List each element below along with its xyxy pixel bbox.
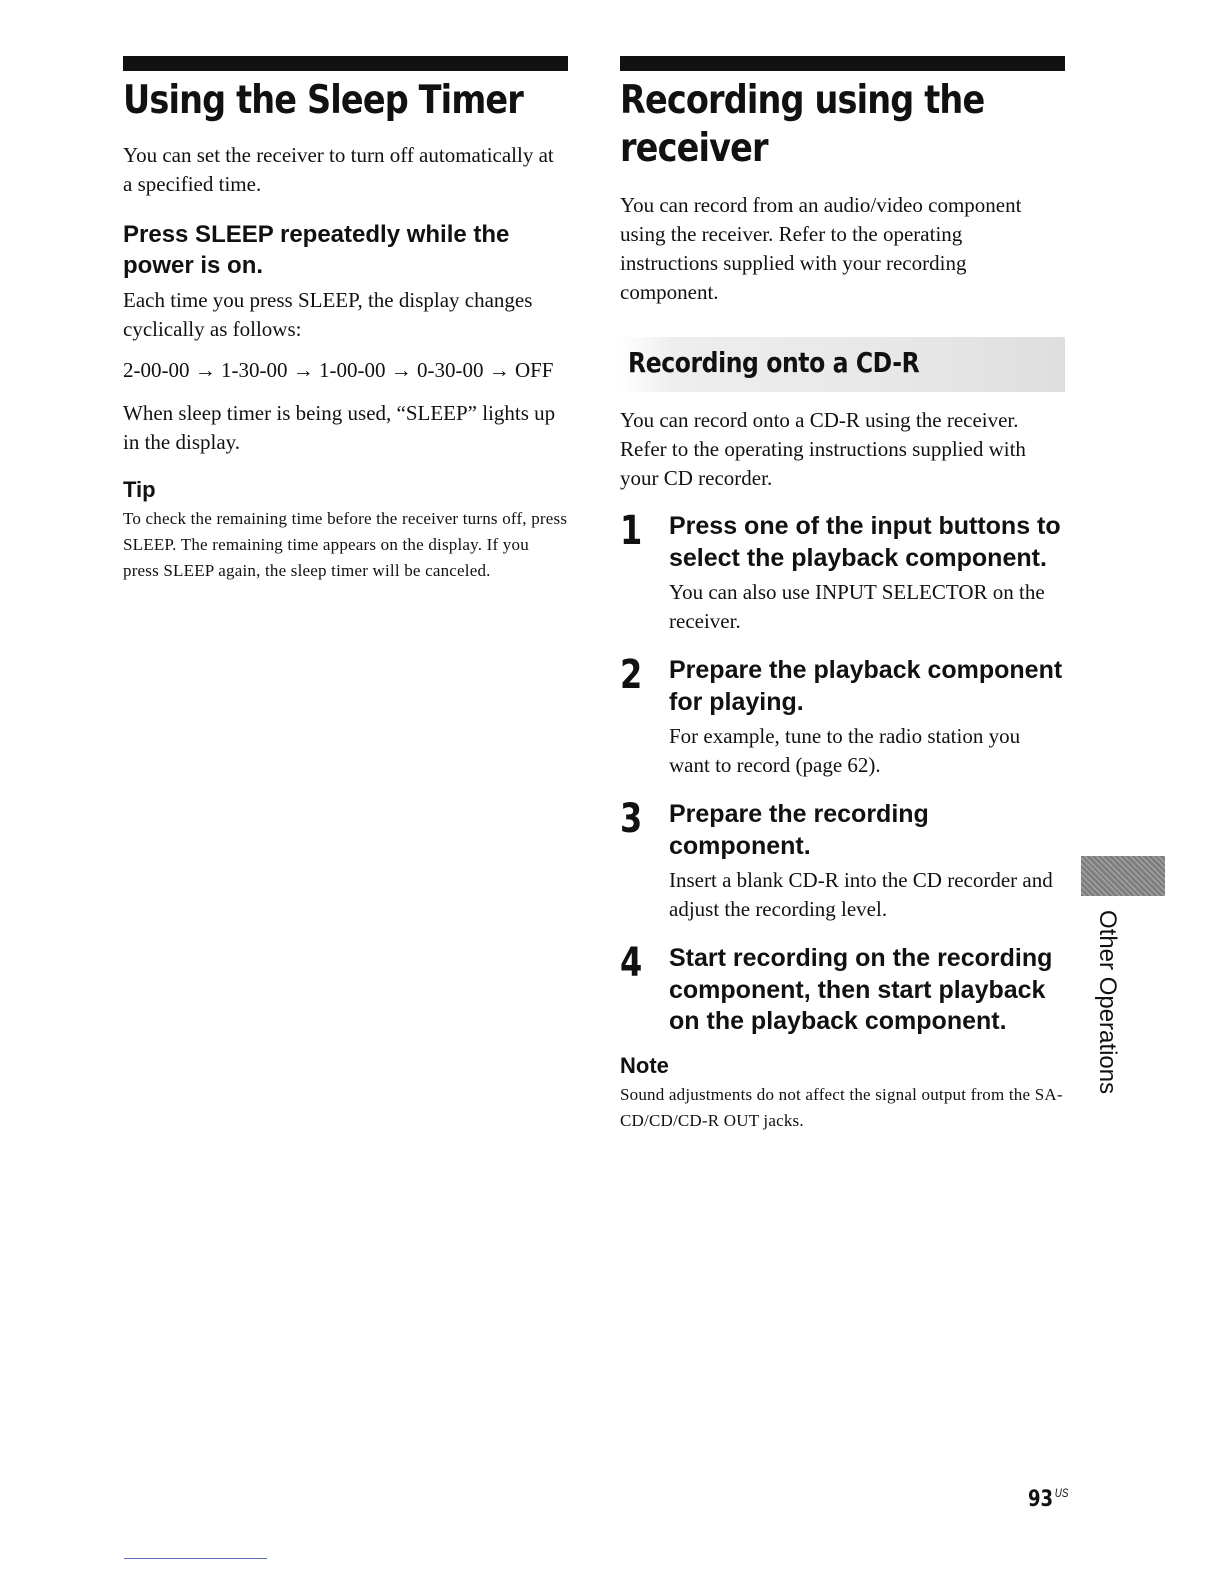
page-title-sleep-timer: Using the Sleep Timer [123,78,523,123]
note-label: Note [620,1052,669,1078]
step-title: Press one of the input buttons to select the playback component. [669,512,1061,572]
page-number-value: 93 [1028,1487,1054,1512]
sleep-description: Each time you press SLEEP, the display changes cyclically as follows: [123,288,533,341]
step-title: Start recording on the recording component, then start playback on the playback component. [669,944,1053,1035]
step-body: You can also use INPUT SELECTOR on the receiver. [669,580,1045,633]
step-title: Prepare the recording component. [669,800,929,860]
subsection-heading-band [620,337,1065,392]
page-title-recording: Recording using the receiver [620,78,985,171]
recording-intro: You can record from an audio/video component using the receiver. Refer to the operating instructions supplied with your recording component. [620,193,1022,304]
step-1 [620,508,1065,635]
step-number: 2 [620,652,643,698]
tip-label: Tip [123,477,156,502]
sleep-note: When sleep timer is being used, “SLEEP” lights up in the display. [123,401,556,454]
sleep-intro: You can set the receiver to turn off automatically at a specified time. [123,143,554,196]
step-3 [620,796,1065,923]
section-rule [620,56,1065,71]
footer-rule [124,1558,267,1559]
left-column [123,56,568,584]
note-text: Sound adjustments do not affect the signal output from the SA-CD/CD/CD-R OUT jacks. [620,1084,1063,1130]
right-column [620,56,1065,1134]
step-title: Prepare the playback component for playing. [669,656,1063,716]
step-body: For example, tune to the radio station you want to record (page 62). [669,724,1021,777]
sleep-sequence: 2-00-00 → 1-30-00 → 1-00-00 → 0-30-00 → OFF [123,358,554,382]
step-number: 4 [620,940,643,986]
sleep-instruction: Press SLEEP repeatedly while the power is on. [123,221,510,279]
page-number [1028,1480,1068,1513]
step-4 [620,940,1065,1038]
subsection-title: Recording onto a CD-R [628,346,920,379]
section-rule [123,56,568,71]
step-number: 3 [620,796,643,842]
step-body: Insert a blank CD-R into the CD recorder and adjust the recording level. [669,868,1053,921]
page-number-suffix: US [1054,1486,1069,1500]
side-tab-label: Other Operations [1094,910,1121,1095]
cdr-intro: You can record onto a CD-R using the receiver. Refer to the operating instructions supplied with your CD recorder. [620,408,1026,490]
step-number: 1 [620,508,643,554]
tip-text: To check the remaining time before the receiver turns off, press SLEEP. The remaining time appears on the display. If you press SLEEP again, the sleep timer will be canceled. [123,509,568,580]
side-tab-marker [1081,856,1165,896]
step-2 [620,652,1065,779]
